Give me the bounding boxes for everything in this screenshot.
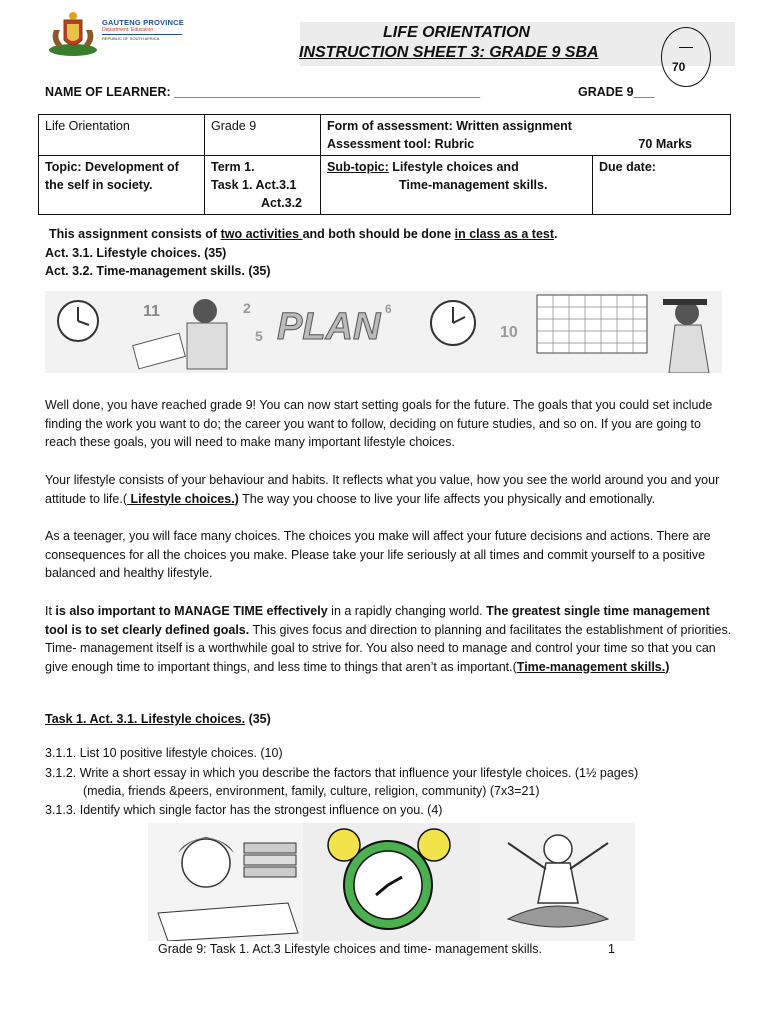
learner-name-field[interactable]: NAME OF LEARNER: ____________________________________________ <box>45 85 481 99</box>
question-3-1-1: 3.1.1. List 10 positive lifestyle choices. (10) <box>45 746 283 760</box>
page-title: LIFE ORIENTATION <box>383 24 530 41</box>
score-blank-line <box>679 47 693 48</box>
paragraph-time-management: It is also important to MANAGE TIME effectively in a rapidly changing world. The greatest single time management tool is to set clearly defined goals. This gives focus and direction to planning and facilitates the establishment of priorities. Time- management itself is a worthwhile goal to strive for. You also need to manage and control your time so that you can give enough time to important things, and less time to things that aren’t as important.(Time-management skills.) <box>45 604 732 674</box>
logo-dept-text: Department: Education <box>102 27 154 33</box>
illustrations-row <box>148 823 635 941</box>
task-heading: Task 1. Act. 3.1. Lifestyle choices. (35) <box>45 712 271 726</box>
banner-number: 2 <box>243 300 251 316</box>
question-3-1-3: 3.1.3. Identify which single factor has the strongest influence on you. (4) <box>45 803 443 817</box>
banner-number: 5 <box>255 328 263 344</box>
plan-word: PLAN <box>277 306 381 348</box>
page-footer: Grade 9: Task 1. Act.3 Lifestyle choices and time- management skills. <box>158 942 542 956</box>
plan-banner-image <box>45 291 722 373</box>
logo-rsa-text: REPUBLIC OF SOUTH AFRICA <box>102 36 160 41</box>
alarm-clock-image <box>303 823 480 941</box>
coat-of-arms-icon <box>46 10 100 62</box>
paragraph-teenager: As a teenager, you will face many choices. The choices you make will affect your future decisions and actions. There are consequences for all the choices you make. Please take your life seriously at all times and commit yourself to a positive balanced and healthy lifestyle. <box>45 529 711 580</box>
score-total: 70 <box>672 60 686 74</box>
page-subtitle: INSTRUCTION SHEET 3: GRADE 9 SBA <box>299 44 599 61</box>
subject-cell: Life Orientation <box>39 115 205 156</box>
activity-2-line: Act. 3.2. Time-management skills. (35) <box>45 264 271 278</box>
marks-total: 70 Marks <box>638 137 692 151</box>
due-date-cell: Due date: <box>593 156 731 215</box>
assessment-form-cell: Form of assessment: Written assignment Assessment tool: Rubric 70 Marks <box>321 115 731 156</box>
table-row <box>39 156 731 215</box>
learner-grade-field[interactable]: GRADE 9___ <box>578 85 655 99</box>
question-3-1-2-factors: (media, friends &peers, environment, family, culture, religion, community) (7x3=21) <box>83 784 540 798</box>
topic-cell: Topic: Development of the self in society. <box>39 156 205 215</box>
grade-cell: Grade 9 <box>205 115 321 156</box>
score-oval <box>661 27 711 87</box>
term-cell: Term 1. Task 1. Act.3.1 Act.3.2 <box>205 156 321 215</box>
page-number: 1 <box>608 942 615 956</box>
subtopic-cell: Sub-topic: Lifestyle choices and Time-management skills. <box>321 156 593 215</box>
banner-number: 10 <box>500 324 518 341</box>
banner-number: 6 <box>385 302 392 316</box>
paragraph-goals: Well done, you have reached grade 9! You can now start setting goals for the future. The goals that you could set include finding the work you want to do; the career you want to follow, deciding on future studies, and so on. If you are going to reach these goals, you will need to make many important lifestyle choices. <box>45 398 713 449</box>
banner-number: 11 <box>143 303 160 320</box>
table-row <box>39 115 731 156</box>
paragraph-lifestyle: Your lifestyle consists of your behaviour and habits. It reflects what you value, how you see the world around you and your attitude to life.( Lifestyle choices.) The way you choose to live your life affects you physically and emotionally. <box>45 473 720 506</box>
assessment-info-table <box>38 114 731 215</box>
logo-province-text: GAUTENG PROVINCE <box>102 18 184 27</box>
question-3-1-2: 3.1.2. Write a short essay in which you describe the factors that influence your lifestyle choices. (1½ pages) <box>45 766 639 780</box>
gauteng-logo <box>46 10 186 62</box>
stressed-student-image <box>148 823 303 941</box>
meditating-woman-image <box>480 823 635 941</box>
intro-line: This assignment consists of two activities and both should be done in class as a test. <box>49 227 558 241</box>
activity-1-line: Act. 3.1. Lifestyle choices. (35) <box>45 246 227 260</box>
